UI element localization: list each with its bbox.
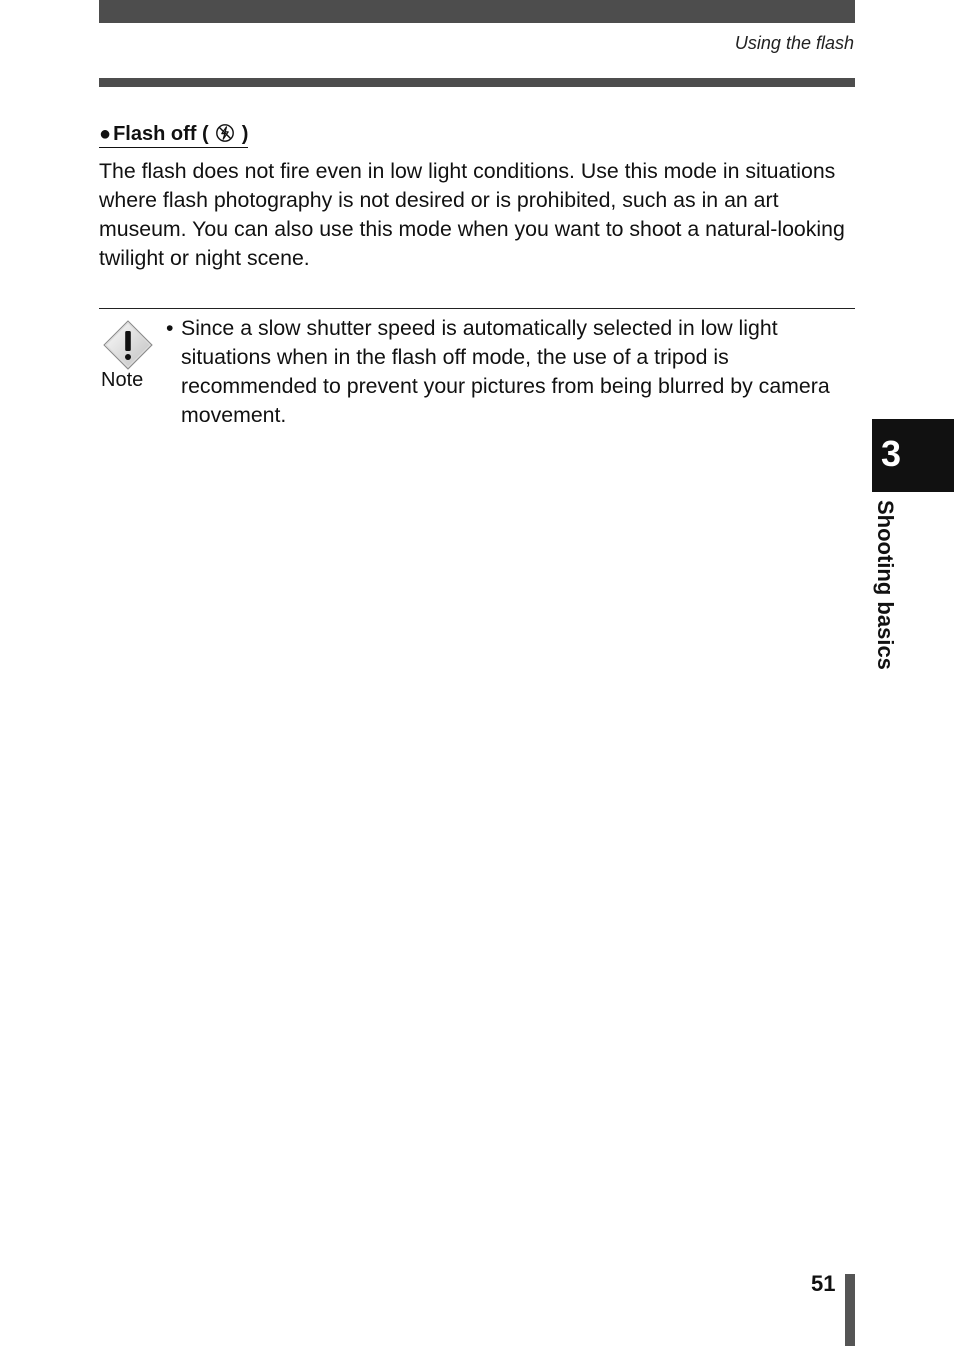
section-heading xyxy=(99,121,248,148)
heading-bullet: ● xyxy=(99,123,112,145)
chapter-number: 3 xyxy=(881,433,902,474)
caution-diamond-icon xyxy=(103,320,153,370)
list-bullet: • xyxy=(166,316,174,340)
header-rule xyxy=(99,78,855,87)
running-head: Using the flash xyxy=(734,33,854,53)
body-paragraph: The flash does not fire even in low light conditions. Use this mode in situations where flash photography is not desired or is prohibited, such as in an art museum. You can also use this mode when you want to shoot a natural-looking twilight or night scene. xyxy=(99,159,845,270)
page-number-bar xyxy=(845,1274,855,1346)
section-body xyxy=(99,157,869,273)
heading-title-suffix: ) xyxy=(241,123,249,145)
flash-off-icon xyxy=(215,123,235,143)
list-item xyxy=(166,314,846,430)
note-list xyxy=(166,314,846,430)
note-item-text: Since a slow shutter speed is automatically selected in low light situations when in the flash off mode, the use of a tripod is recommended to prevent your pictures from being blurred by camera movement. xyxy=(181,316,830,427)
page-number: 51 xyxy=(811,1271,836,1296)
note-divider xyxy=(99,308,855,309)
heading-title-prefix: Flash off ( xyxy=(113,123,209,145)
note-label: Note xyxy=(101,369,144,391)
chapter-title: Shooting basics xyxy=(873,500,898,670)
header-bar xyxy=(99,0,855,23)
